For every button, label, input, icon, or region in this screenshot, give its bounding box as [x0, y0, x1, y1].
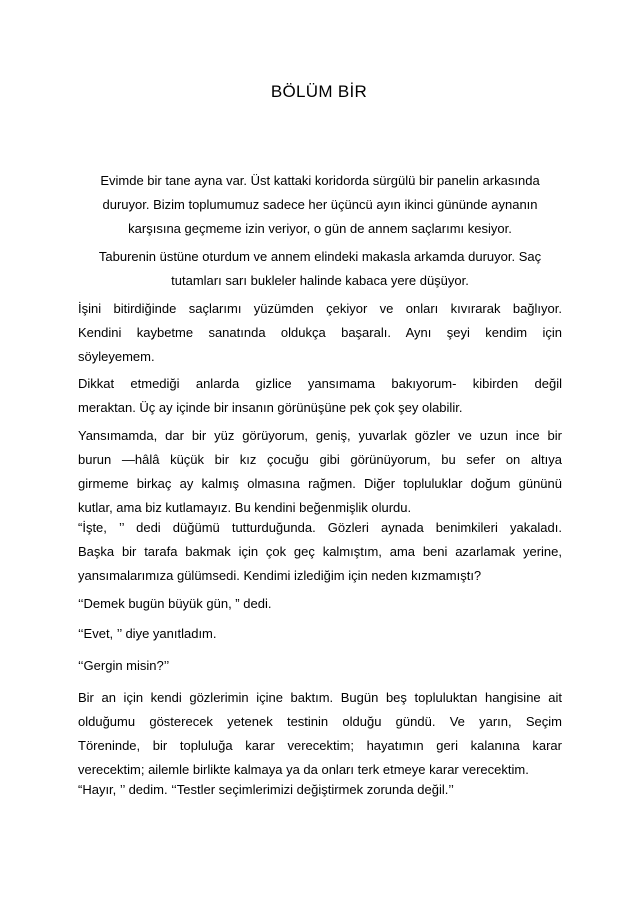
paragraph-line: karşısına geçmeme izin veriyor, o gün de annem saçlarımı kesiyor. — [128, 221, 512, 236]
paragraph-line: Bir an için kendi gözlerimin içine baktım. Bugün beş topluluktan hangisine ait — [78, 690, 562, 705]
paragraph-line: “İşte, ’’ dedi düğümü tutturduğunda. Gözleri aynada benimkileri yakaladı. — [78, 520, 562, 535]
paragraph-line: İşini bitirdiğinde saçlarımı yüzümden çekiyor ve onları kıvırarak bağlıyor. — [78, 301, 562, 316]
paragraph-line: “Hayır, ’’ dedim. ‘‘Testler seçimlerimizi değiştirmek zorunda değil.’’ — [78, 782, 454, 797]
paragraph-1 — [78, 169, 562, 241]
paragraph-9 — [78, 654, 562, 678]
paragraph-2 — [78, 245, 562, 293]
paragraph-5 — [78, 424, 562, 520]
paragraph-line: kutlar, ama biz kutlamayız. Bu kendini beğenmişlik olurdu. — [78, 500, 412, 515]
paragraph-line: ‘‘Evet, ’’ diye yanıtladım. — [78, 626, 217, 641]
paragraph-line: tutamları sarı bukleler halinde kabaca yere düşüyor. — [171, 273, 469, 288]
paragraph-6 — [78, 516, 562, 588]
paragraph-line: Başka bir tarafa bakmak için çok geç kalmıştım, ama beni azarlamak yerine, — [78, 544, 562, 559]
paragraph-4 — [78, 372, 562, 420]
paragraph-line: duruyor. Bizim toplumumuz sadece her üçüncü ayın ikinci gününde aynanın — [102, 197, 538, 212]
paragraph-line: verecektim; ailemle birlikte kalmaya ya da onları terk etmeye karar verecektim. — [78, 762, 529, 777]
chapter-title: BÖLÜM BİR — [270, 82, 368, 101]
paragraph-line: meraktan. Üç ay içinde bir insanın görünüşüne pek çok şey olabilir. — [78, 400, 463, 415]
paragraph-line: burun —hâlâ küçük bir kız çocuğu gibi görünüyorum, bu sefer on altıya — [78, 452, 562, 467]
paragraph-line: girmeme birkaç ay kalmış olmasına rağmen. Diğer topluluklar doğum gününü — [78, 476, 562, 491]
paragraph-line: Dikkat etmediği anlarda gizlice yansımama bakıyorum- kibirden değil — [78, 376, 562, 391]
paragraph-line: olduğumu gösterecek yetenek testinin olduğu gündü. Ve yarın, Seçim — [78, 714, 562, 729]
paragraph-line: ‘‘Demek bugün büyük gün, ” dedi. — [78, 596, 272, 611]
paragraph-line: yansımalarımıza gülümsedi. Kendimi izlediğim için neden kızmamıştı? — [78, 568, 482, 583]
paragraph-line: Evimde bir tane ayna var. Üst kattaki koridorda sürgülü bir panelin arkasında — [100, 173, 540, 188]
paragraph-11 — [78, 778, 562, 802]
paragraph-line: Töreninde, bir topluluğa karar verecektim; hayatımın geri kalanına karar — [78, 738, 562, 753]
paragraph-3 — [78, 297, 562, 369]
paragraph-line: Taburenin üstüne oturdum ve annem elindeki makasla arkamda duruyor. Saç — [98, 249, 542, 264]
paragraph-line: Yansımamda, dar bir yüz görüyorum, geniş, yuvarlak gözler ve uzun ince bir — [78, 428, 562, 443]
paragraph-line: ‘‘Gergin misin?’’ — [78, 658, 170, 673]
paragraph-8 — [78, 622, 562, 646]
paragraph-7 — [78, 592, 562, 616]
paragraph-line: Kendini kaybetme sanatında oldukça başaralı. Aynı şeyi kendim için — [78, 325, 562, 340]
paragraph-10 — [78, 686, 562, 782]
paragraph-line: söyleyemem. — [78, 349, 155, 364]
